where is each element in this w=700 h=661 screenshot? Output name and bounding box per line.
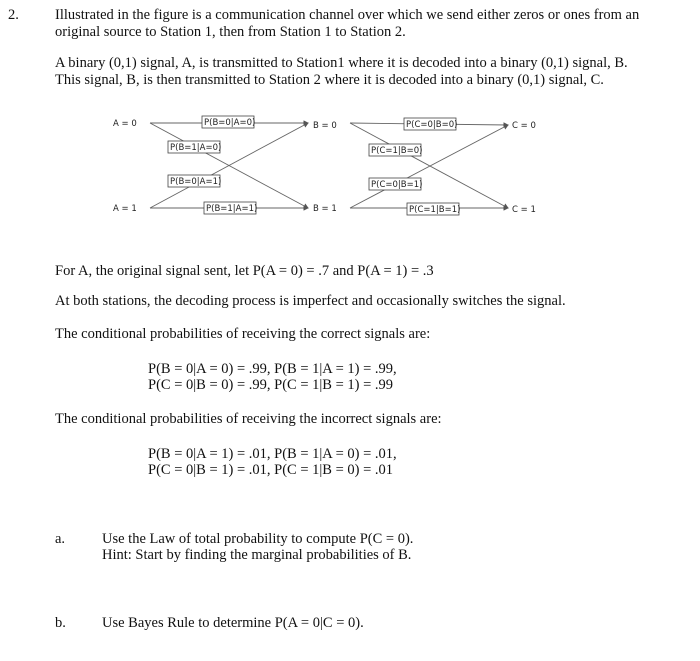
node-b1: B = 1 (313, 204, 337, 214)
part-b-line-1: Use Bayes Rule to determine P(A = 0|C = 0). (102, 615, 364, 631)
part-a-label: a. (55, 531, 66, 547)
correct-equation-2: P(C = 0|B = 0) = .99, P(C = 1|B = 1) = .99 (148, 377, 393, 393)
incorrect-equation-2: P(C = 0|B = 1) = .01, P(C = 1|B = 0) = .01 (148, 462, 393, 478)
incorrect-intro: The conditional probabilities of receiving the incorrect signals are: (55, 411, 442, 427)
node-a0: A = 0 (113, 119, 137, 129)
problem-number: 2. (8, 7, 19, 23)
label-p-c1-b0: P(C=1|B=0) (371, 146, 423, 156)
imperfect-statement: At both stations, the decoding process is imperfect and occasionally switches the signal. (55, 293, 566, 309)
prior-statement: For A, the original signal sent, let P(A = 0) = .7 and P(A = 1) = .3 (55, 263, 434, 279)
label-p-b1-a0: P(B=1|A=0) (170, 143, 222, 153)
label-p-b0-a1: P(B=0|A=1) (170, 177, 222, 187)
description-line-1: A binary (0,1) signal, A, is transmitted to Station1 where it is decoded into a binary (0,1) signal, B. (55, 55, 628, 71)
label-p-b0-a0: P(B=0|A=0) (204, 118, 256, 128)
part-b-label: b. (55, 615, 66, 631)
label-p-b1-a1: P(B=1|A=1) (206, 204, 258, 214)
incorrect-equation-1: P(B = 0|A = 1) = .01, P(B = 1|A = 0) = .01, (148, 446, 397, 462)
intro-line-2: original source to Station 1, then from Station 1 to Station 2. (55, 24, 406, 40)
description-line-2: This signal, B, is then transmitted to Station 2 where it is decoded into a binary (0,1) signal, C. (55, 72, 604, 88)
correct-intro: The conditional probabilities of receiving the correct signals are: (55, 326, 431, 342)
intro-line-1: Illustrated in the figure is a communication channel over which we send either zeros or ones from an (55, 7, 640, 23)
node-c1: C = 1 (512, 205, 536, 215)
node-b0: B = 0 (313, 121, 337, 131)
part-a-line-1: Use the Law of total probability to compute P(C = 0). (102, 531, 414, 547)
node-a1: A = 1 (113, 204, 137, 214)
part-a-line-2: Hint: Start by finding the marginal probabilities of B. (102, 547, 412, 563)
label-p-c0-b1: P(C=0|B=1) (371, 180, 423, 190)
label-p-c0-b0: P(C=0|B=0) (406, 120, 458, 130)
label-p-c1-b1: P(C=1|B=1) (409, 205, 461, 215)
correct-equation-1: P(B = 0|A = 0) = .99, P(B = 1|A = 1) = .99, (148, 361, 397, 377)
node-c0: C = 0 (512, 121, 536, 131)
